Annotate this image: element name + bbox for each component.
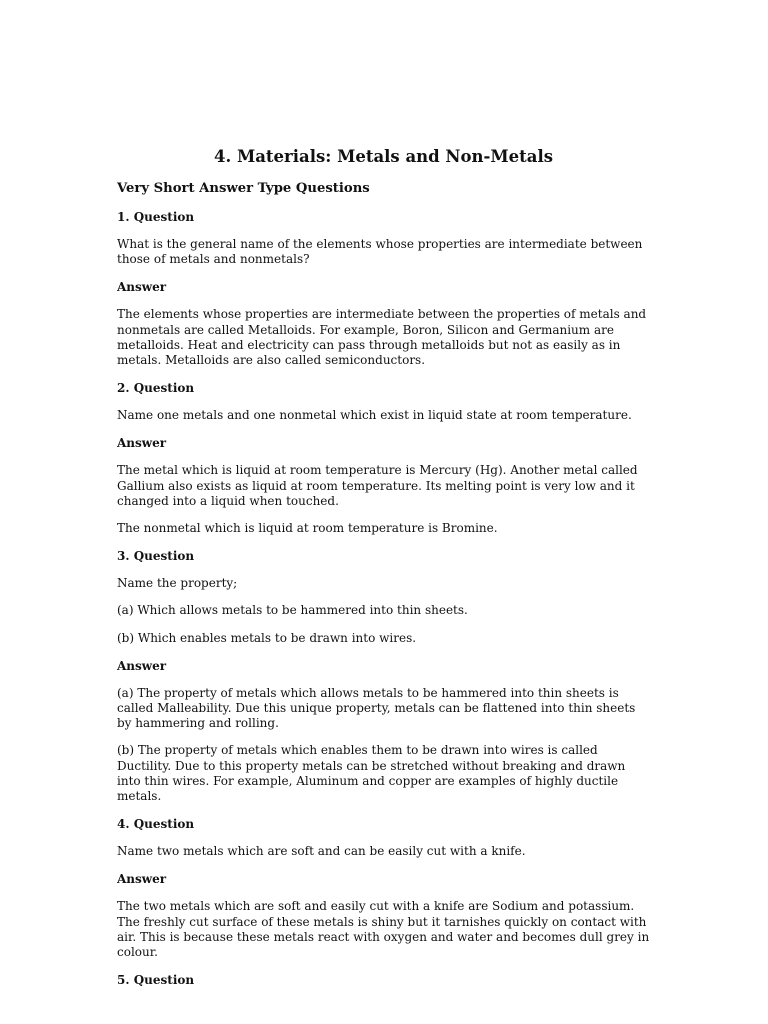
question-text: What is the general name of the elements whose properties are intermediate between those of metals and nonmetals? — [117, 237, 643, 267]
question-text: Name one metals and one nonmetal which exist in liquid state at room temperature. — [117, 408, 632, 423]
question-block — [117, 972, 650, 988]
answer-label: Answer — [117, 436, 167, 451]
answer-text: (b) The property of metals which enables them to be drawn into wires is called Ductility. Due to this property metals can be stretched without breaking and drawn into thin wires. For example, Aluminum and copper are examples of highly ductile metals. — [117, 743, 626, 804]
answer-text: The metal which is liquid at room temperature is Mercury (Hg). Another metal called Gallium also exists as liquid at room temperature. Its melting point is very low and it changed into a liquid when touched. — [117, 463, 638, 508]
question-text: Name two metals which are soft and can be easily cut with a knife. — [117, 844, 526, 859]
question-block — [117, 380, 650, 536]
section-heading: Very Short Answer Type Questions — [117, 181, 370, 196]
answer-text: (a) The property of metals which allows metals to be hammered into thin sheets is called Malleability. Due this unique property, metals can be flattened into thin sheets by hammering and rolling. — [117, 685, 636, 731]
answer-label: Answer — [117, 872, 167, 887]
question-block — [117, 209, 650, 368]
answer-text: The nonmetal which is liquid at room temperature is Bromine. — [117, 521, 498, 536]
question-text: (b) Which enables metals to be drawn into wires. — [117, 630, 417, 645]
question-text: Name the property; — [117, 576, 238, 591]
question-block — [117, 816, 650, 960]
answer-text: The two metals which are soft and easily cut with a knife are Sodium and potassium. The freshly cut surface of these metals is shiny but it tarnishes quickly on contact with air. This is because these metals react with oxygen and water and becomes dull grey in colour. — [117, 899, 650, 960]
answer-text: The elements whose properties are intermediate between the properties of metals and nonmetals are called Metalloids. For example, Boron, Silicon and Germanium are metalloids. Heat and electricity can pass through metalloids but not as easily as in metals. Metalloids are also called semiconductors. — [117, 307, 647, 368]
document-title: 4. Materials: Metals and Non-Metals — [214, 147, 553, 166]
question-label: 4. Question — [117, 817, 195, 832]
answer-label: Answer — [117, 658, 167, 673]
question-text: (a) Which allows metals to be hammered into thin sheets. — [117, 603, 468, 618]
question-label: 2. Question — [117, 381, 195, 396]
question-label: 1. Question — [117, 210, 195, 224]
question-label: 3. Question — [117, 549, 195, 564]
question-block — [117, 548, 650, 804]
question-label: 5. Question — [117, 973, 195, 988]
answer-label: Answer — [117, 280, 167, 295]
question-list — [117, 209, 650, 988]
